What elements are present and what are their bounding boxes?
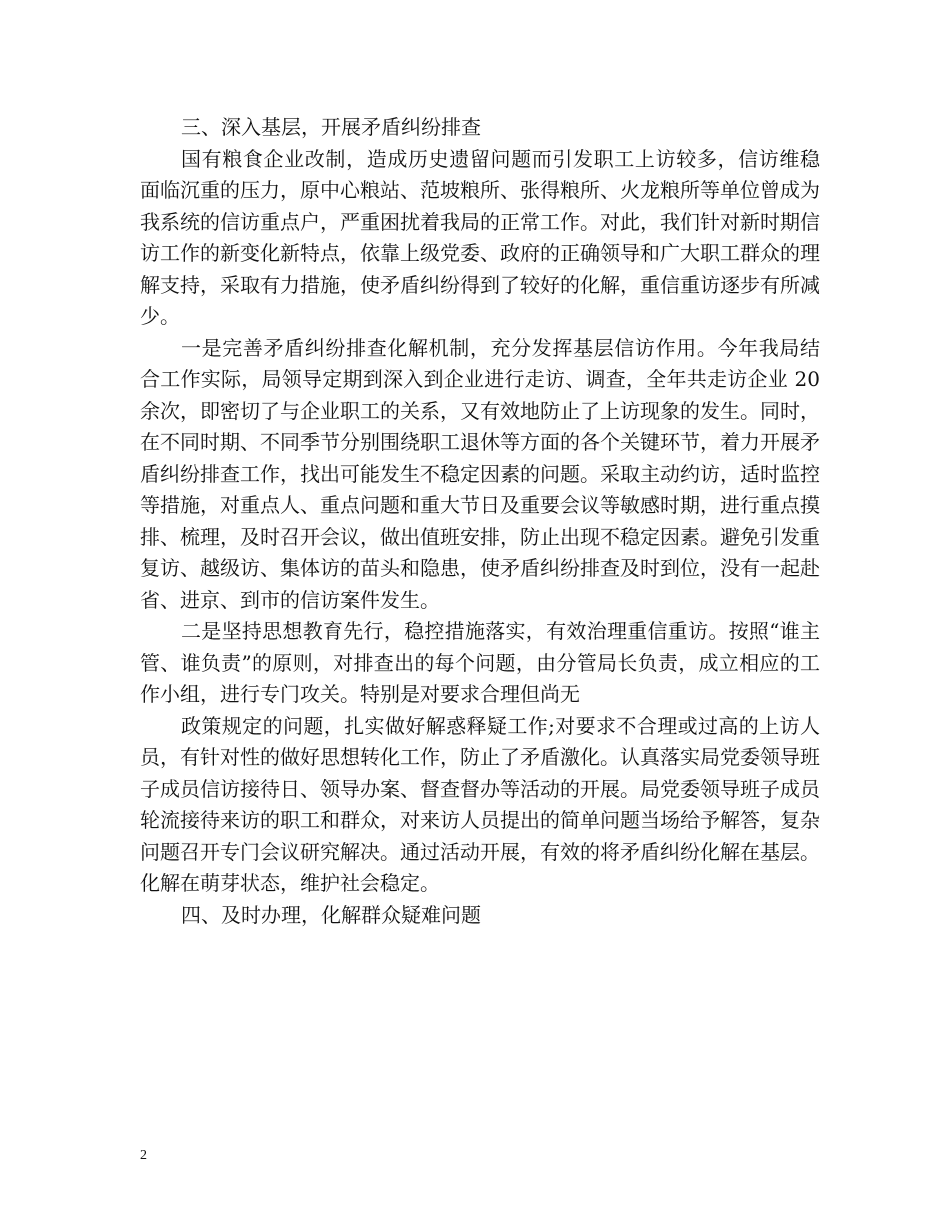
section-heading-three: 三、深入基层，开展矛盾纠纷排查	[181, 115, 481, 139]
paragraph-point-one: 一是完善矛盾纠纷排查化解机制，充分发挥基层信访作用。今年我局结合工作实际，局领导定期到深入到企业进行走访、调查，全年共走访企业 20 余次，即密切了与企业职工的关系，又有效地防止了上访现象的发生。同时，在不同时期、不同季节分别围绕职工退休等方面的各个关键环节，着力开展矛盾纠纷排查工作，找出可能发生不稳定因素的问题。采取主动约访，适时监控等措施，对重点人、重点问题和重大节日及重要会议等敏感时期，进行重点摸排、梳理，及时召开会议，做出值班安排，防止出现不稳定因素。避免引发重复访、越级访、集体访的苗头和隐患，使矛盾纠纷排查及时到位，没有一起赴省、进京、到市的信访案件发生。	[140, 335, 820, 612]
paragraph-background: 国有粮食企业改制，造成历史遗留问题而引发职工上访较多，信访维稳面临沉重的压力，原中心粮站、范坡粮所、张得粮所、火龙粮所等单位曾成为我系统的信访重点户，严重困扰着我局的正常工作。对此，我们针对新时期信访工作的新变化新特点，依靠上级党委、政府的正确领导和广大职工群众的理解支持，采取有力措施，使矛盾纠纷得到了较好的化解，重信重访逐步有所减少。	[140, 146, 820, 328]
section-heading-four: 四、及时办理，化解群众疑难问题	[181, 902, 481, 927]
page-number: 2	[140, 1148, 147, 1163]
document-body	[140, 112, 820, 931]
paragraph-policy: 政策规定的问题，扎实做好解惑释疑工作;对要求不合理或过高的上访人员，有针对性的做好思想转化工作，防止了矛盾激化。认真落实局党委领导班子成员信访接待日、领导办案、督查督办等活动的开展。局党委领导班子成员轮流接待来访的职工和群众，对来访人员提出的简单问题当场给予解答，复杂问题召开专门会议研究解决。通过活动开展，有效的将矛盾纠纷化解在基层。化解在萌芽状态，维护社会稳定。	[140, 713, 820, 895]
paragraph-point-two: 二是坚持思想教育先行，稳控措施落实，有效治理重信重访。按照“谁主管、谁负责”的原则，对排查出的每个问题，由分管局长负责，成立相应的工作小组，进行专门攻关。特别是对要求合理但尚无	[140, 619, 820, 706]
